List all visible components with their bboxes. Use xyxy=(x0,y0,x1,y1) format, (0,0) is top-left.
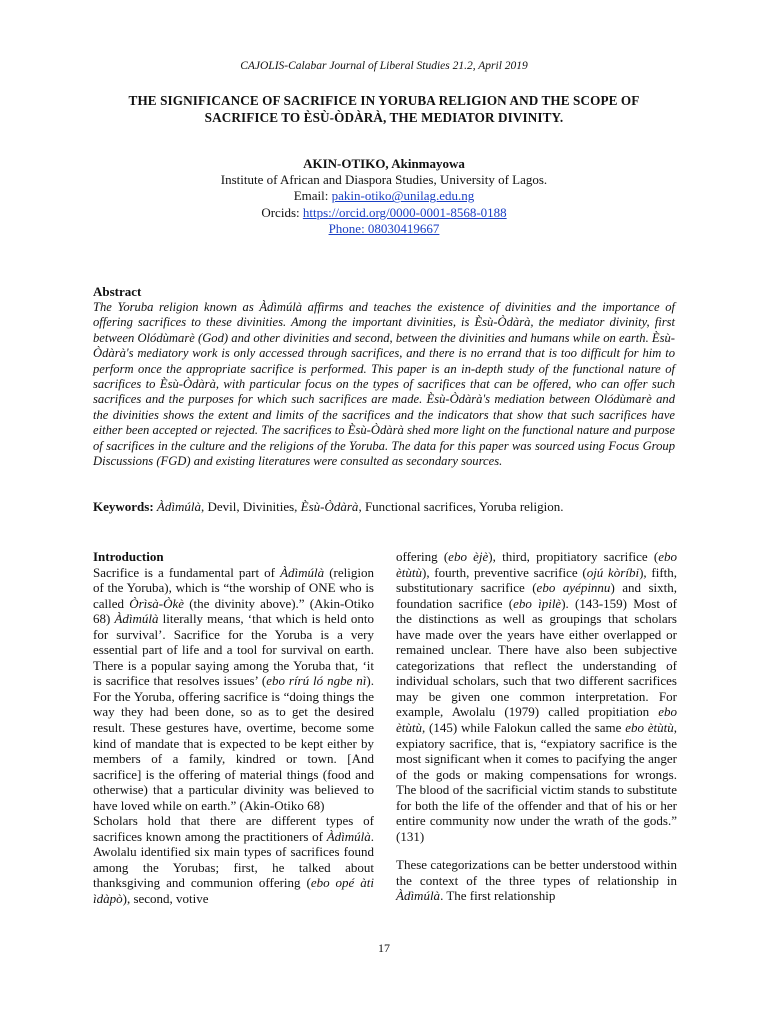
abstract-heading: Abstract xyxy=(93,284,142,299)
keywords xyxy=(93,499,675,515)
keyword-adimula: Àdìmúlà xyxy=(156,499,201,514)
running-head: CAJOLIS-Calabar Journal of Liberal Studies 21.2, April 2019 xyxy=(240,60,528,72)
left-column xyxy=(93,549,374,907)
title-line-1: THE SIGNIFICANCE OF SACRIFICE IN YORUBA RELIGION AND THE SCOPE OF xyxy=(128,93,640,108)
orcid-label: Orcids: xyxy=(261,204,303,220)
introduction-heading: Introduction xyxy=(93,549,164,564)
keywords-text-1: , Devil, Divinities, xyxy=(200,499,301,514)
keywords-label: Keywords: xyxy=(93,499,154,514)
article-title xyxy=(100,92,668,126)
right-paragraph-1: offering (ebo èjè), third, propitiatory sacrifice (ebo ètùtù), fourth, preventive sacrifice (ojú kòríbi), fifth, substitutionary sacrifice (ebo ayépinnu) and sixth, foundation sacrifice (ebo ìpilè). (143-159) Most of the distinctions as well as groupings that scholars have made over the years have either overlapped or remained unclear. There have also been subjective categorizations that reflect the understanding of individual scholars, such that two different sacrifices may be given one common interpretation. For example, Awolalu (1979) called propitiation ebo ètùtù, (145) while Falokun called the same ebo ètùtù, expiatory sacrifice, that is, “expiatory sacrifice is the most significant when it comes to pacifying the anger of the gods or making compensations for wrongs. The blood of the sacrificial victim stands to substitute for both the life of the offender and that of his or her entire community now under the wrath of the gods.” (131) xyxy=(396,549,678,844)
title-line-2: SACRIFICE TO ÈSÙ-ÒDÀRÀ, THE MEDIATOR DIVINITY. xyxy=(204,110,564,125)
keywords-text-2: , Functional sacrifices, Yoruba religion. xyxy=(358,499,564,514)
email-label: Email: xyxy=(293,188,332,204)
abstract-text: The Yoruba religion known as Àdìmúlà affirms and teaches the existence of divinities and the importance of offering sacrifices to these divinities. Among the important divinities, is Èsù-Òdàrà, the mediator divinity, first between Olódùmarè (God) and other divinities and second, between the divinities and humans while on earth. Èsù-Òdàrà's mediatory work is only accessed through sacrifices, and there is no errand that is too difficult for him to perform once the appropriate sacrifice is performed. This paper is an in-depth study of the functional nature of sacrifices to Èsù-Òdàrà, with particular focus on the types of sacrifices that can be offered, who can offer such sacrifices and the purposes for which such sacrifices are made. Èsù-Òdàrà's mediation between Olódùmarè and the divinities shows the extent and limits of the sacrifices and the indicators that show that such sacrifices have either been accepted or rejected. The sacrifices to Èsù-Òdàrà shed more light on the functional nature and purpose of sacrifices in the culture and the religions of the Yoruba. The data for this paper was sourced using Focus Group Discussions (FGD) and existing literatures were consulted as secondary sources. xyxy=(93,300,675,469)
author-block xyxy=(0,156,768,237)
keyword-esu-odara: Èsù-Òdàrà xyxy=(300,499,359,514)
phone-link[interactable]: Phone: 08030419667 xyxy=(328,220,440,236)
orcid-link[interactable]: https://orcid.org/0000-0001-8568-0188 xyxy=(302,204,507,220)
left-paragraph-1: Sacrifice is a fundamental part of Àdìmúlà (religion of the Yoruba), which is “the worship of ONE who is called Òrìsà-Òkè (the divinity above).” (Akin-Otiko 68) Àdìmúlà literally means, ‘that which is held onto for survival’. Sacrifice for the Yoruba is a very essential part of life and a tool for survival on earth. There is a popular saying among the Yoruba that, ‘it is sacrifice that resolves issues’ (ebo rírú ló ngbe nì). For the Yoruba, offering sacrifice is “doing things the way they had been done, so as to get the desired result. These gestures have, overtime, become some kind of mandate that is expected to be kept either by members of a family, kindred or town. [And sacrifice] is the offering of material things (food and otherwise) that a particular divinity was believed to have loved while on earth.” (Akin-Otiko 68) xyxy=(93,564,374,813)
author-email-line xyxy=(0,188,768,204)
author-affiliation: Institute of African and Diaspora Studies, University of Lagos. xyxy=(220,172,548,188)
email-link[interactable]: pakin-otiko@unilag.edu.ng xyxy=(331,188,475,204)
author-phone-line xyxy=(0,221,768,237)
page-number: 17 xyxy=(378,941,390,955)
right-paragraph-2: These categorizations can be better understood within the context of the three types of relationship in Àdìmúlà. The first relationship xyxy=(396,857,677,904)
left-paragraph-2: Scholars hold that there are different types of sacrifices known among the practitioners of Àdìmúlà. Awolalu identified six main types of sacrifices found among the Yorubas; first, he talked about thanksgiving and communion offering (ebo opé àti ìdàpò), second, votive xyxy=(93,813,374,907)
right-column xyxy=(396,549,677,904)
author-name: AKIN-OTIKO, Akinmayowa xyxy=(303,156,465,171)
author-orcid-line xyxy=(0,205,768,221)
